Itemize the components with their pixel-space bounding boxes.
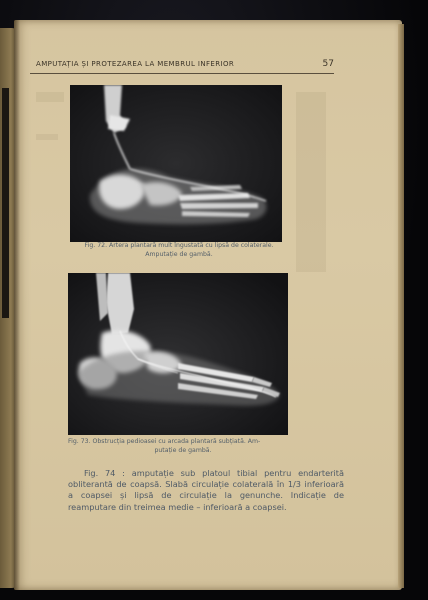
header-rule [30,73,334,74]
figure-73-caption-line1: Fig. 73. Obstrucția pedioasei cu arcada plantară subțiată. Am- [68,438,261,445]
page-number: 57 [322,59,334,69]
figure-72-caption-line2: Amputație de gambă. [145,250,213,258]
page-stack-edge [398,24,404,588]
figure-73-caption [64,438,298,455]
figure-73-caption-line2: putație de gambă. [154,446,212,454]
running-head: AMPUTAȚIA ȘI PROTEZAREA LA MEMBRUL INFERIOR [36,60,235,68]
figure-72-caption [66,242,292,259]
body-paragraph: Fig. 74 : amputație sub platoul tibial pentru endarterită obliterantă de coapsă. Slabă circulație colaterală în 1/3 inferioară a coapsei și lipsă de circulație la genunche. Indicație de reamputare din treimea medie – inferioară a coapsei. [68,468,344,512]
figure-72-caption-line1: Fig. 72. Artera plantară mult îngustată cu lipsă de colaterale. [84,242,274,249]
bleed-through-mark [36,92,64,102]
figure-72-xray [70,85,282,242]
bleed-through-mark [296,92,326,272]
page-gutter-shadow [14,20,20,590]
figure-73-xray [68,273,288,435]
bleed-through-mark [36,134,58,140]
facing-page-strip [2,88,9,318]
